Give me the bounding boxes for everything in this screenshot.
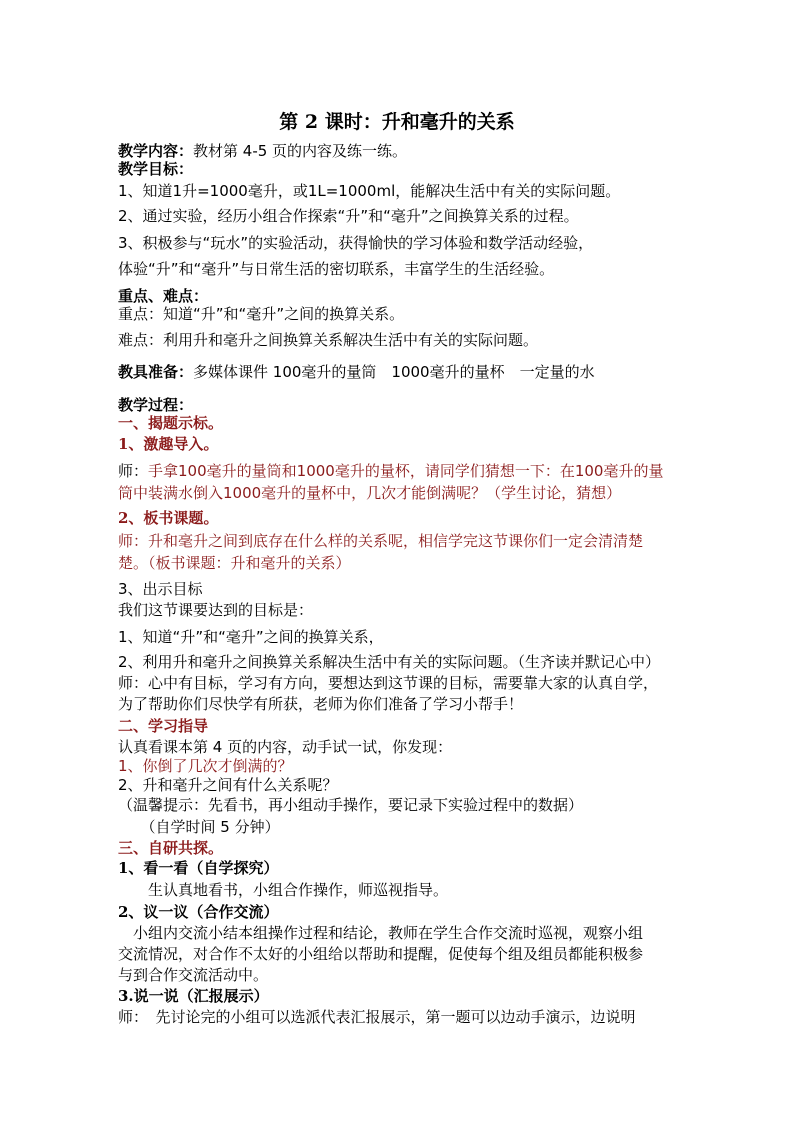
line-text: 1、知道1升=1000毫升，或1L=1000ml，能解决生活中有关的实际问题。 bbox=[118, 182, 621, 200]
text-line bbox=[118, 795, 583, 815]
line-text: 与到合作交流活动中。 bbox=[118, 966, 269, 984]
line-text: 体验“升”和“毫升”与日常生活的密切联系，丰富学生的生活经验。 bbox=[118, 260, 555, 278]
line-text: 3、积极参与“玩水”的实验活动，获得愉快的学习体验和数学活动经验， bbox=[118, 234, 594, 252]
text-line bbox=[118, 627, 384, 647]
text-line bbox=[118, 716, 208, 736]
line-text: 难点：利用升和毫升之间换算关系解决生活中有关的实际问题。 bbox=[118, 331, 539, 349]
text-line bbox=[118, 965, 268, 985]
line-text: 多媒体课件 100毫升的量筒 1000毫升的量杯 一定量的水 bbox=[193, 363, 595, 381]
line-text: 师：升和毫升之间到底存在什么样的关系呢，相信学完这节课你们一定会清清楚 bbox=[118, 532, 644, 550]
text-line bbox=[118, 600, 313, 620]
line-text: 重点：知道“升”和“毫升”之间的换算关系。 bbox=[118, 305, 405, 323]
line-text: 2、升和毫升之间有什么关系呢？ bbox=[118, 776, 338, 794]
section-heading: 教学内容： bbox=[118, 142, 194, 160]
section-heading: 教学过程： bbox=[118, 396, 194, 414]
text-line bbox=[118, 579, 203, 599]
line-text: 手拿100毫升的量筒和1000毫升的量杯，请同学们猜想一下：在100毫升的量 bbox=[148, 462, 664, 480]
text-line bbox=[118, 986, 269, 1006]
section-heading: 教学目标： bbox=[118, 160, 194, 178]
section-heading: 2、板书课题。 bbox=[118, 509, 219, 527]
section-heading: 教具准备： bbox=[118, 363, 194, 381]
text-line bbox=[118, 1007, 636, 1027]
text-line bbox=[118, 362, 595, 382]
text-line bbox=[118, 652, 660, 672]
line-text: 筒中装满水倒入1000毫升的量杯中，几次才能倒满呢？（学生讨论，猜想） bbox=[118, 484, 622, 502]
line-text: 生认真地看书，小组合作操作，师巡视指导。 bbox=[118, 881, 449, 899]
text-line bbox=[118, 944, 643, 964]
text-line bbox=[118, 483, 621, 503]
section-heading: 二、学习指导 bbox=[118, 717, 209, 735]
line-text: 1、知道“升”和“毫升”之间的换算关系， bbox=[118, 628, 384, 646]
line-text: 师： 先讨论完的小组可以选派代表汇报展示，第一题可以边动手演示，边说明 bbox=[118, 1008, 636, 1026]
section-heading: 1、激趣导入。 bbox=[118, 435, 219, 453]
text-line bbox=[118, 141, 407, 161]
text-line bbox=[118, 206, 579, 226]
line-text: 1、你倒了几次才倒满的？ bbox=[118, 757, 293, 775]
text-line bbox=[118, 858, 278, 878]
text-line bbox=[118, 880, 448, 900]
line-text: 教材第 4-5 页的内容及练一练。 bbox=[193, 142, 408, 160]
text-line bbox=[118, 461, 663, 481]
text-line bbox=[118, 838, 223, 858]
text-line bbox=[118, 259, 554, 279]
text-line bbox=[118, 159, 193, 179]
text-line bbox=[118, 737, 452, 757]
text-line bbox=[118, 694, 523, 714]
text-line bbox=[118, 395, 193, 415]
text-line bbox=[118, 775, 338, 795]
text-line bbox=[118, 413, 223, 433]
line-text: 为了帮助你们尽快学有所获，老师为你们准备了学习小帮手！ bbox=[118, 695, 524, 713]
text-line bbox=[118, 923, 643, 943]
page-title: 第 2 课时：升和毫升的关系 bbox=[279, 111, 515, 133]
line-text: 师：心中有目标，学习有方向，要想达到这节课的目标，需要靠大家的认真自学， bbox=[118, 674, 659, 692]
text-line bbox=[118, 286, 208, 306]
line-text: 师： bbox=[118, 462, 149, 480]
text-line bbox=[118, 508, 218, 528]
text-line bbox=[118, 756, 293, 776]
section-heading: 3.说一说（汇报展示） bbox=[118, 987, 269, 1005]
text-line bbox=[118, 817, 280, 837]
line-text: 2、利用升和毫升之间换算关系解决生活中有关的实际问题。（生齐读并默记心中） bbox=[118, 653, 661, 671]
text-line bbox=[118, 553, 351, 573]
section-heading: 三、自研共探。 bbox=[118, 839, 224, 857]
text-line bbox=[118, 434, 218, 454]
text-line bbox=[118, 181, 620, 201]
section-heading: 1、看一看（自学探究） bbox=[118, 859, 279, 877]
line-text: 我们这节课要达到的目标是： bbox=[118, 601, 314, 619]
section-heading: 2、议一议（合作交流） bbox=[118, 903, 279, 921]
text-line bbox=[118, 233, 593, 253]
section-heading: 一、揭题示标。 bbox=[118, 414, 224, 432]
text-line bbox=[118, 902, 278, 922]
line-text: 2、通过实验，经历小组合作探索“升”和“毫升”之间换算关系的过程。 bbox=[118, 207, 579, 225]
line-text: 楚。（板书课题：升和毫升的关系） bbox=[118, 554, 351, 572]
line-text: 小组内交流小结本组操作过程和结论，教师在学生合作交流时巡视，观察小组 bbox=[118, 924, 644, 942]
line-text: （温馨提示：先看书，再小组动手操作，要记录下实验过程中的数据） bbox=[118, 796, 584, 814]
text-line bbox=[118, 304, 404, 324]
line-text: 交流情况，对合作不太好的小组给以帮助和提醒，促使每个组及组员都能积极参 bbox=[118, 945, 644, 963]
line-text: （自学时间 5 分钟） bbox=[118, 818, 280, 836]
text-line bbox=[118, 673, 658, 693]
text-line bbox=[118, 330, 538, 350]
text-line bbox=[118, 531, 643, 551]
section-heading: 重点、难点： bbox=[118, 287, 209, 305]
line-text: 认真看课本第 4 页的内容，动手试一试，你发现： bbox=[118, 738, 453, 756]
line-text: 3、出示目标 bbox=[118, 580, 203, 598]
